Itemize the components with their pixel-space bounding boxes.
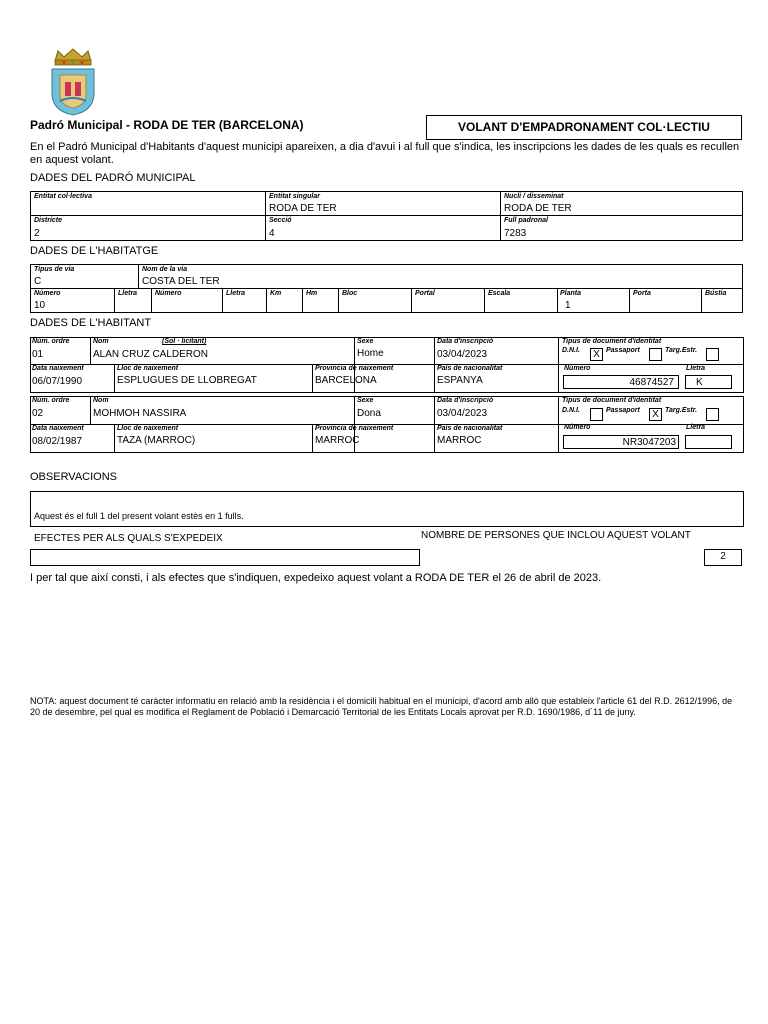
pais-value: ESPANYA [437,375,483,386]
nom-value: ALAN CRUZ CALDERON [93,349,209,360]
nom-label: Nom [93,397,109,404]
lletra-label: Lletra [118,290,138,297]
seccio-value: 4 [269,228,275,239]
persones-value: 2 [720,551,726,562]
tipus-doc-label: Tipus de document d'identitat [562,397,662,404]
sexe-value: Home [357,348,384,359]
habitant-section-title: DADES DE L'HABITANT [30,317,152,329]
data-naixement-value: 06/07/1990 [32,376,83,387]
pais-value: MARROC [437,435,482,446]
dni-checkbox[interactable]: X [590,348,603,361]
nom-value: MOHMOH NASSIRA [93,408,187,419]
sexe-value: Dona [357,408,381,419]
num-ordre-label: Núm. ordre [32,338,70,345]
lloc-naixement-value: ESPLUGUES DE LLOBREGAT [117,375,257,386]
km-label: Km [270,290,282,297]
data-naixement-label: Data naixement [32,365,84,372]
padro-table [30,191,743,241]
observacions-title: OBSERVACIONS [30,471,118,483]
dni-label: D.N.I. [562,407,580,414]
document-type: VOLANT D'EMPADRONAMENT COL·LECTIU [458,120,710,134]
habitatge-section-title: DADES DE L'HABITATGE [30,245,159,257]
full-label: Full padronal [504,217,548,224]
numero-value: 10 [34,300,46,311]
observacions-box [30,491,744,527]
escala-label: Escala [488,290,511,297]
closing-text: I per tal que així consti, i als efectes que s'indiquen, expedeixo aquest volant a RODA DE TER el 26 de abril de 2023. [30,572,602,584]
observacions-text: Aquest és el full 1 del present volant estès en 1 fulls. [34,511,244,521]
seccio-label: Secció [269,217,292,224]
full-value: 7283 [504,228,527,239]
dni-label: D.N.I. [562,347,580,354]
passaport-checkbox[interactable] [649,348,662,361]
entitat-sing-label: Entitat singular [269,193,320,200]
lloc-naixement-label: Lloc de naixement [117,425,179,432]
data-inscripcio-label: Data d'inscripció [437,338,494,345]
provincia-value: BARCELONA [315,375,377,386]
entitat-col-label: Entitat col·lectiva [34,193,92,200]
passaport-label: Passaport [606,347,640,354]
page-title: Padró Municipal - RODA DE TER (BARCELONA) [30,118,304,132]
pais-label: País de nacionalitat [437,365,503,372]
doc-numero-label: Número [564,365,591,372]
num-ordre-value: 02 [32,408,44,419]
data-inscripcio-value: 03/04/2023 [437,408,488,419]
tipus-via-value: C [34,276,42,287]
planta-label: Planta [560,290,582,297]
porta-label: Porta [633,290,651,297]
data-naixement-value: 08/02/1987 [32,436,83,447]
efectes-label: EFECTES PER ALS QUALS S'EXPEDEIX [34,533,223,544]
tipus-via-label: Tipus de via [34,266,75,273]
doc-lletra-value [685,435,732,449]
provincia-value: MARROC [315,435,360,446]
numero2-label: Número [155,290,182,297]
sexe-label: Sexe [357,397,374,404]
dni-checkbox[interactable] [590,408,603,421]
passaport-checkbox[interactable]: X [649,408,662,421]
lloc-naixement-label: Lloc de naixement [117,365,179,372]
doc-numero-value: 46874527 [563,375,679,389]
bustia-label: Bústia [705,290,727,297]
entitat-sing-value: RODA DE TER [269,203,337,214]
doc-numero-label: Número [564,424,591,431]
padro-section-title: DADES DEL PADRÓ MUNICIPAL [30,172,196,184]
nucli-value: RODA DE TER [504,203,572,214]
pais-label: País de nacionalitat [437,425,503,432]
targ-estr-label: Targ.Estr. [665,347,698,354]
lletra2-label: Lletra [226,290,246,297]
data-inscripcio-value: 03/04/2023 [437,349,488,360]
passaport-label: Passaport [606,407,640,414]
persones-label: NOMBRE DE PERSONES QUE INCLOU AQUEST VOLANT [421,530,691,541]
targ-estr-checkbox[interactable] [706,408,719,421]
nom-label: Nom [93,338,109,345]
nom-via-value: COSTA DEL TER [142,276,220,287]
targ-estr-checkbox[interactable] [706,348,719,361]
doc-numero-value: NR3047203 [563,435,679,449]
doc-lletra-value: K [685,375,732,389]
doc-lletra-label: Lletra [686,365,706,372]
provincia-label: Provincia de naixement [315,365,394,372]
lloc-naixement-value: TAZA (MARROC) [117,435,196,446]
crest-icon [46,47,100,117]
num-ordre-value: 01 [32,349,44,360]
districte-label: Districte [34,217,63,224]
tipus-doc-label: Tipus de document d'identitat [562,338,662,345]
data-inscripcio-label: Data d'inscripció [437,397,494,404]
planta-value: 1 [565,300,571,311]
nucli-label: Nucli / disseminat [504,193,564,200]
portal-label: Portal [415,290,435,297]
nom-via-label: Nom de la via [142,266,188,273]
hm-label: Hm [306,290,318,297]
sol-licitant-label: (Sol · licitant) [162,338,207,345]
targ-estr-label: Targ.Estr. [665,407,698,414]
doc-lletra-label: Lletra [686,424,706,431]
coat-of-arms-logo [46,47,100,117]
numero-label: Número [34,290,61,297]
efectes-field [30,549,420,566]
provincia-label: Provincia de naixement [315,425,394,432]
sexe-label: Sexe [357,338,374,345]
bloc-label: Bloc [342,290,358,297]
num-ordre-label: Núm. ordre [32,397,70,404]
intro-text: En el Padró Municipal d'Habitants d'aquest municipi apareixen, a dia d'avui i al full que s'indica, les inscripcions les dades de les quals es recullen en aquest volant. [30,141,740,166]
nota-text: NOTA: aquest document té caràcter informatiu en relació amb la residència i el domicili habitual en el municipi, d'acord amb allò que estableix l'article 61 del R.D. 2612/1996, de 20 de desembre, pel qual es modifica el Reglament de Població i Demarcació Territorial de les Entitats Locals aprovat per R.D. 1690/1986, d´11 de juny. [30,696,733,717]
districte-value: 2 [34,228,40,239]
data-naixement-label: Data naixement [32,425,84,432]
